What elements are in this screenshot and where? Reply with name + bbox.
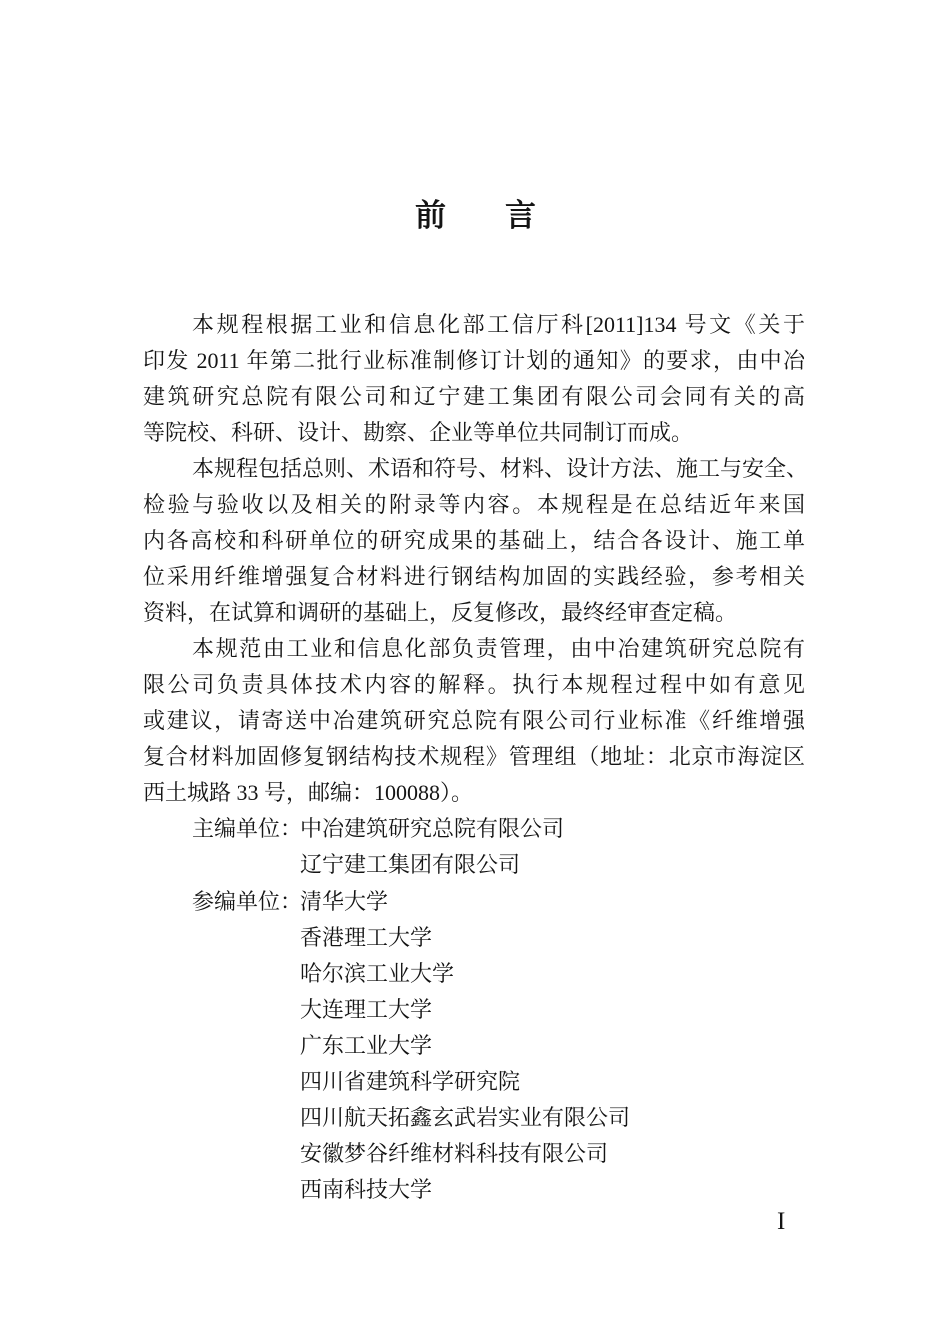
paragraph-line: 资料，在试算和调研的基础上，反复修改，最终经审查定稿。 [143, 600, 738, 626]
chief-editor-line [143, 847, 805, 883]
participating-unit-line [143, 1136, 805, 1172]
unit-name: 清华大学 [300, 888, 389, 914]
participating-unit-line [143, 920, 805, 956]
paragraph-line: 检验与验收以及相关的附录等内容。本规程是在总结近年来国 [143, 492, 805, 518]
participating-unit-line [143, 884, 805, 920]
participating-unit-line [143, 956, 805, 992]
paragraph-line: 印发 2011 年第二批行业标准制修订计划的通知》的要求，由中冶 [143, 348, 805, 374]
paragraph-line: 本规程根据工业和信息化部工信厅科[2011]134 号文《关于 [192, 312, 805, 337]
page-number: I [777, 1208, 786, 1235]
participating-unit-line [143, 1064, 805, 1100]
participating-unit-line [143, 992, 805, 1028]
paragraph-line: 本规范由工业和信息化部负责管理，由中冶建筑研究总院有 [192, 636, 805, 662]
unit-name: 四川省建筑科学研究院 [300, 1068, 521, 1094]
unit-name: 辽宁建工集团有限公司 [300, 852, 521, 878]
unit-name: 四川航天拓鑫玄武岩实业有限公司 [300, 1104, 631, 1130]
chief-editor-line [143, 811, 805, 847]
paragraph-1 [143, 307, 805, 451]
unit-name: 广东工业大学 [300, 1032, 433, 1058]
unit-name: 哈尔滨工业大学 [300, 960, 455, 986]
paragraph-line: 等院校、科研、设计、勘察、企业等单位共同制订而成。 [143, 420, 694, 446]
paragraph-line: 西土城路 33 号，邮编：100088）。 [143, 780, 474, 806]
paragraph-3 [143, 631, 805, 811]
preface-body [143, 307, 809, 1208]
participating-unit-line [143, 1172, 805, 1208]
paragraph-line: 复合材料加固修复钢结构技术规程》管理组（地址：北京市海淀区 [143, 744, 805, 770]
paragraph-line: 或建议，请寄送中冶建筑研究总院有限公司行业标准《纤维增强 [143, 708, 805, 734]
participating-units-label: 参编单位： [192, 888, 303, 914]
unit-name: 安徽梦谷纤维材料科技有限公司 [300, 1140, 609, 1166]
participating-unit-line [143, 1028, 805, 1064]
paragraph-line: 限公司负责具体技术内容的解释。执行本规程过程中如有意见 [143, 672, 805, 698]
paragraph-line: 内各高校和科研单位的研究成果的基础上，结合各设计、施工单 [143, 528, 805, 554]
unit-name: 香港理工大学 [300, 924, 433, 950]
paragraph-2 [143, 451, 809, 631]
paragraph-line: 建筑研究总院有限公司和辽宁建工集团有限公司会同有关的高 [143, 384, 805, 410]
paragraph-line: 本规程包括总则、术语和符号、材料、设计方法、施工与安全、 [192, 456, 809, 482]
chief-editor-label: 主编单位： [192, 816, 303, 842]
participating-unit-line [143, 1100, 805, 1136]
chief-editor-units [143, 811, 805, 883]
unit-name: 西南科技大学 [300, 1176, 433, 1202]
unit-name: 大连理工大学 [300, 996, 433, 1022]
participating-units [143, 884, 805, 1208]
paragraph-line: 位采用纤维增强复合材料进行钢结构加固的实践经验，参考相关 [143, 564, 805, 590]
page-title: 前 言 [415, 198, 550, 233]
unit-name: 中冶建筑研究总院有限公司 [300, 816, 565, 842]
